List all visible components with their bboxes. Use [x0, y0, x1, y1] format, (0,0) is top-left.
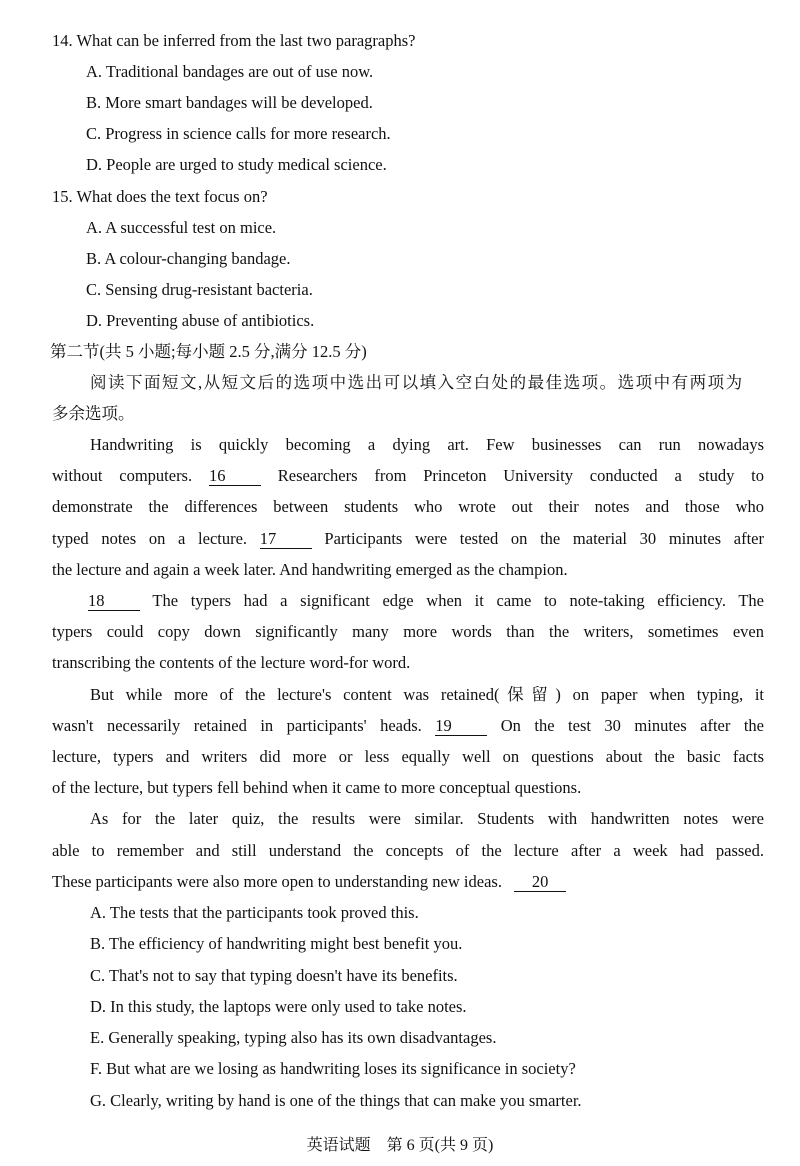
passage-line: As for the later quiz, the results were similar. Students with handwritten notes were [90, 809, 764, 828]
passage-line [88, 591, 764, 611]
passage-text: Researchers from Princeton University conducted a study to [277, 466, 765, 485]
question-15-stem: 15. What does the text focus on? [52, 187, 268, 206]
page-footer: 英语试题 第 6 页(共 9 页) [306, 1137, 494, 1154]
section-instructions-2: 多余选项。 [52, 404, 135, 423]
question-14-stem: 14. What can be inferred from the last two paragraphs? [52, 31, 416, 50]
passage-line [52, 872, 566, 892]
passage-line: lecture, typers and writers did more or less equally well on questions about the basic facts [52, 747, 764, 766]
passage-text: The typers had a significant edge when it came to note-taking efficiency. The [152, 591, 765, 610]
section-instructions-1: 阅读下面短文,从短文后的选项中选出可以填入空白处的最佳选项。选项中有两项为 [90, 373, 744, 392]
choice-c: C. That's not to say that typing doesn't have its benefits. [90, 966, 458, 985]
passage-text: typed notes on a lecture. [52, 529, 248, 548]
passage-line [52, 466, 764, 486]
passage-line [52, 529, 764, 549]
passage-line: transcribing the contents of the lecture word-for word. [52, 653, 411, 672]
q14-option-c: C. Progress in science calls for more research. [86, 124, 391, 143]
passage-text: These participants were also more open to understanding new ideas. [52, 872, 502, 891]
choice-g: G. Clearly, writing by hand is one of the things that can make you smarter. [90, 1091, 582, 1110]
blank-19: 19 [435, 717, 487, 736]
blank-17: 17 [260, 530, 312, 549]
q14-option-d: D. People are urged to study medical science. [86, 155, 387, 174]
q15-option-c: C. Sensing drug-resistant bacteria. [86, 280, 313, 299]
passage-text: On the test 30 minutes after the [500, 716, 764, 735]
choice-b: B. The efficiency of handwriting might best benefit you. [90, 934, 463, 953]
passage-line: typers could copy down significantly many more words than the writers, sometimes even [52, 622, 764, 641]
passage-line: Handwriting is quickly becoming a dying art. Few businesses can run nowadays [90, 435, 764, 454]
blank-16: 16 [209, 467, 261, 486]
passage-line: of the lecture, but typers fell behind when it came to more conceptual questions. [52, 778, 582, 797]
q15-option-d: D. Preventing abuse of antibiotics. [86, 311, 315, 330]
passage-text: wasn't necessarily retained in participants' heads. [52, 716, 422, 735]
passage-line: But while more of the lecture's content was retained(保留) on paper when typing, it [90, 685, 764, 704]
blank-18: 18 [88, 592, 140, 611]
choice-d: D. In this study, the laptops were only used to take notes. [90, 997, 467, 1016]
q14-option-a: A. Traditional bandages are out of use now. [86, 62, 374, 81]
section-title: 第二节(共 5 小题;每小题 2.5 分,满分 12.5 分) [50, 342, 367, 361]
blank-20: 20 [514, 873, 566, 892]
passage-text: without computers. [52, 466, 193, 485]
passage-line: demonstrate the differences between students who wrote out their notes and those who [52, 497, 764, 516]
passage-line [52, 716, 764, 736]
choice-a: A. The tests that the participants took proved this. [90, 903, 419, 922]
choice-f: F. But what are we losing as handwriting loses its significance in society? [90, 1059, 576, 1078]
q15-option-b: B. A colour-changing bandage. [86, 249, 291, 268]
passage-text: Participants were tested on the material 30 minutes after [324, 529, 764, 548]
q14-option-b: B. More smart bandages will be developed. [86, 93, 373, 112]
q15-option-a: A. A successful test on mice. [86, 218, 277, 237]
passage-line: able to remember and still understand the concepts of the lecture after a week had passed. [52, 841, 764, 860]
choice-e: E. Generally speaking, typing also has its own disadvantages. [90, 1028, 497, 1047]
passage-line: the lecture and again a week later. And handwriting emerged as the champion. [52, 560, 568, 579]
